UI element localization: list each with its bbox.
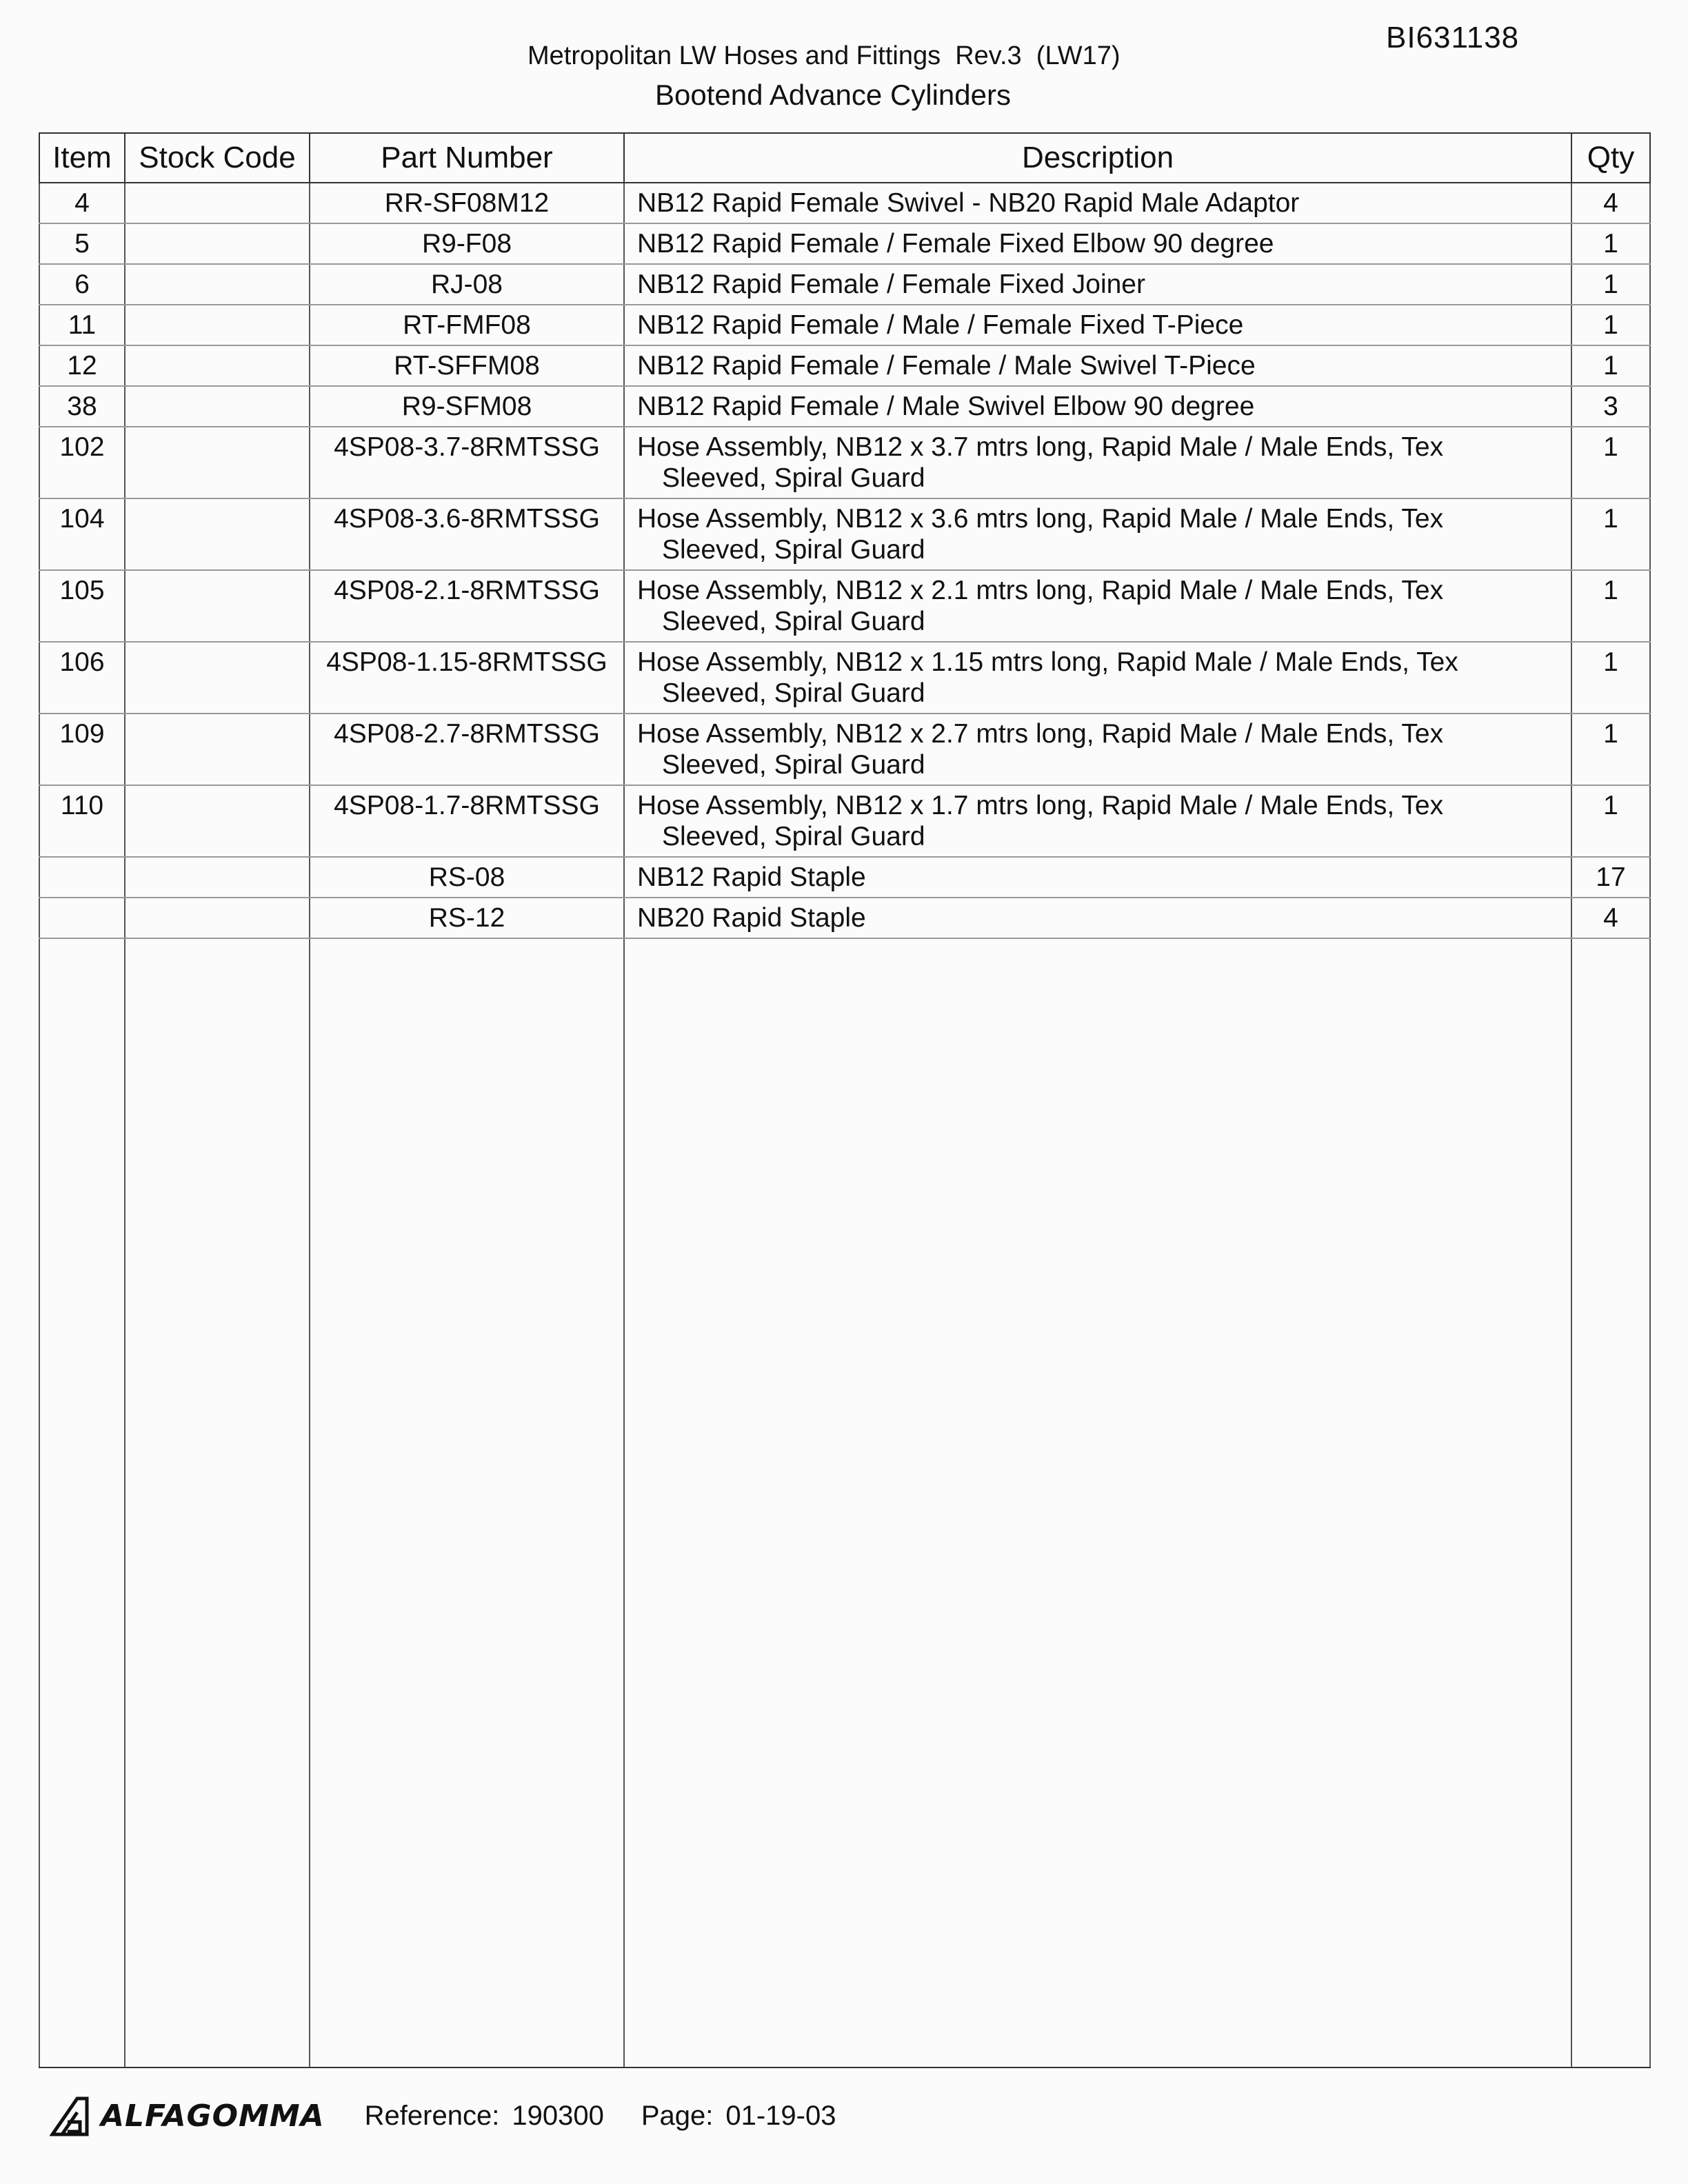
cell-stock-code	[125, 264, 310, 305]
table-row	[39, 345, 1650, 386]
page-label: Page:	[641, 2100, 714, 2131]
cell-qty: 1	[1571, 785, 1650, 857]
cell-part-number: RJ-08	[310, 264, 624, 305]
cell-stock-code	[125, 305, 310, 345]
page-value: 01-19-03	[725, 2100, 836, 2131]
cell-description	[624, 305, 1571, 345]
cell-part-number: R9-F08	[310, 223, 624, 264]
table-empty-area	[39, 938, 1650, 2067]
table-row	[39, 498, 1650, 570]
description-continuation: Sleeved, Spiral Guard	[662, 463, 925, 493]
description-text: NB12 Rapid Staple	[637, 862, 866, 892]
column-header-qty: Qty	[1571, 133, 1650, 183]
description-text: Hose Assembly, NB12 x 3.7 mtrs long, Rapid Male / Male Ends, Tex	[637, 432, 1444, 462]
reference-label: Reference:	[364, 2100, 500, 2131]
cell-stock-code	[125, 345, 310, 386]
cell-stock-code	[125, 498, 310, 570]
cell-description	[624, 714, 1571, 785]
alfagomma-logo-icon	[50, 2094, 92, 2137]
table-row	[39, 785, 1650, 857]
cell-item: 4	[39, 183, 125, 223]
cell-qty: 1	[1571, 498, 1650, 570]
description-text: NB12 Rapid Female / Male Swivel Elbow 90 degree	[637, 392, 1255, 421]
table-row	[39, 642, 1650, 714]
cell-item: 6	[39, 264, 125, 305]
cell-qty: 1	[1571, 223, 1650, 264]
description-text: Hose Assembly, NB12 x 1.15 mtrs long, Rapid Male / Male Ends, Tex	[637, 647, 1458, 677]
cell-qty: 1	[1571, 570, 1650, 642]
cell-description	[624, 386, 1571, 427]
cell-description	[624, 345, 1571, 386]
cell-part-number: 4SP08-1.7-8RMTSSG	[310, 785, 624, 857]
cell-stock-code	[125, 714, 310, 785]
cell-item: 104	[39, 498, 125, 570]
description-text: Hose Assembly, NB12 x 2.1 mtrs long, Rapid Male / Male Ends, Tex	[637, 576, 1444, 605]
cell-stock-code	[125, 857, 310, 898]
table-row	[39, 427, 1650, 498]
cell-stock-code	[125, 183, 310, 223]
cell-qty: 1	[1571, 642, 1650, 714]
alfagomma-logo-text: ALFAGOMMA	[101, 2098, 325, 2134]
description-continuation: Sleeved, Spiral Guard	[662, 607, 925, 636]
document-title: Metropolitan LW Hoses and Fittings Rev.3 (LW17)	[528, 41, 1121, 70]
cell-item: 102	[39, 427, 125, 498]
description-text: Hose Assembly, NB12 x 1.7 mtrs long, Rapid Male / Male Ends, Tex	[637, 791, 1444, 820]
cell-stock-code	[125, 642, 310, 714]
description-continuation: Sleeved, Spiral Guard	[662, 535, 925, 565]
description-text: NB12 Rapid Female Swivel - NB20 Rapid Male Adaptor	[637, 188, 1300, 218]
cell-qty: 1	[1571, 714, 1650, 785]
cell-part-number: 4SP08-2.7-8RMTSSG	[310, 714, 624, 785]
cell-stock-code	[125, 785, 310, 857]
description-text: NB12 Rapid Female / Male / Female Fixed T-Piece	[637, 310, 1244, 340]
parts-table	[39, 132, 1651, 2068]
cell-part-number: RT-FMF08	[310, 305, 624, 345]
cell-qty: 17	[1571, 857, 1650, 898]
cell-part-number: 4SP08-3.7-8RMTSSG	[310, 427, 624, 498]
table-row	[39, 570, 1650, 642]
cell-description	[624, 498, 1571, 570]
description-text: NB20 Rapid Staple	[637, 903, 866, 933]
description-text: Hose Assembly, NB12 x 3.6 mtrs long, Rapid Male / Male Ends, Tex	[637, 504, 1444, 534]
description-text: NB12 Rapid Female / Female / Male Swivel T-Piece	[637, 351, 1256, 381]
cell-part-number: R9-SFM08	[310, 386, 624, 427]
cell-item	[39, 857, 125, 898]
cell-stock-code	[125, 898, 310, 938]
cell-part-number: 4SP08-2.1-8RMTSSG	[310, 570, 624, 642]
table-row	[39, 183, 1650, 223]
cell-stock-code	[125, 223, 310, 264]
reference-value: 190300	[512, 2100, 604, 2131]
cell-description	[624, 183, 1571, 223]
cell-item: 12	[39, 345, 125, 386]
table-row	[39, 898, 1650, 938]
description-continuation: Sleeved, Spiral Guard	[662, 678, 925, 708]
cell-item: 5	[39, 223, 125, 264]
cell-item: 38	[39, 386, 125, 427]
cell-description	[624, 785, 1571, 857]
cell-qty: 1	[1571, 305, 1650, 345]
cell-part-number: RT-SFFM08	[310, 345, 624, 386]
description-text: NB12 Rapid Female / Female Fixed Elbow 90 degree	[637, 229, 1274, 259]
document-id: BI631138	[1386, 21, 1520, 54]
description-continuation: Sleeved, Spiral Guard	[662, 750, 925, 780]
description-text: Hose Assembly, NB12 x 2.7 mtrs long, Rapid Male / Male Ends, Tex	[637, 719, 1444, 749]
cell-part-number: RR-SF08M12	[310, 183, 624, 223]
cell-part-number: 4SP08-1.15-8RMTSSG	[310, 642, 624, 714]
cell-description	[624, 223, 1571, 264]
cell-item: 110	[39, 785, 125, 857]
alfagomma-logo	[50, 2094, 325, 2137]
column-header-stock-code: Stock Code	[125, 133, 310, 183]
column-header-item: Item	[39, 133, 125, 183]
cell-description	[624, 898, 1571, 938]
document-subtitle: Bootend Advance Cylinders	[655, 79, 1011, 111]
page-footer	[50, 2094, 836, 2137]
table-row	[39, 714, 1650, 785]
column-header-description: Description	[624, 133, 1571, 183]
table-row	[39, 857, 1650, 898]
column-header-part-number: Part Number	[310, 133, 624, 183]
cell-item: 105	[39, 570, 125, 642]
cell-part-number: 4SP08-3.6-8RMTSSG	[310, 498, 624, 570]
cell-description	[624, 857, 1571, 898]
description-continuation: Sleeved, Spiral Guard	[662, 822, 925, 851]
cell-item: 109	[39, 714, 125, 785]
table-row	[39, 386, 1650, 427]
description-text: NB12 Rapid Female / Female Fixed Joiner	[637, 270, 1145, 299]
cell-stock-code	[125, 427, 310, 498]
cell-qty: 3	[1571, 386, 1650, 427]
cell-part-number: RS-12	[310, 898, 624, 938]
cell-part-number: RS-08	[310, 857, 624, 898]
cell-item: 106	[39, 642, 125, 714]
cell-description	[624, 264, 1571, 305]
cell-qty: 4	[1571, 183, 1650, 223]
cell-item	[39, 898, 125, 938]
cell-item: 11	[39, 305, 125, 345]
cell-qty: 1	[1571, 264, 1650, 305]
cell-qty: 1	[1571, 345, 1650, 386]
table-row	[39, 305, 1650, 345]
cell-qty: 4	[1571, 898, 1650, 938]
cell-stock-code	[125, 570, 310, 642]
cell-stock-code	[125, 386, 310, 427]
table-row	[39, 264, 1650, 305]
table-header-row	[39, 133, 1650, 183]
table-row	[39, 223, 1650, 264]
cell-description	[624, 570, 1571, 642]
cell-description	[624, 427, 1571, 498]
cell-description	[624, 642, 1571, 714]
cell-qty: 1	[1571, 427, 1650, 498]
